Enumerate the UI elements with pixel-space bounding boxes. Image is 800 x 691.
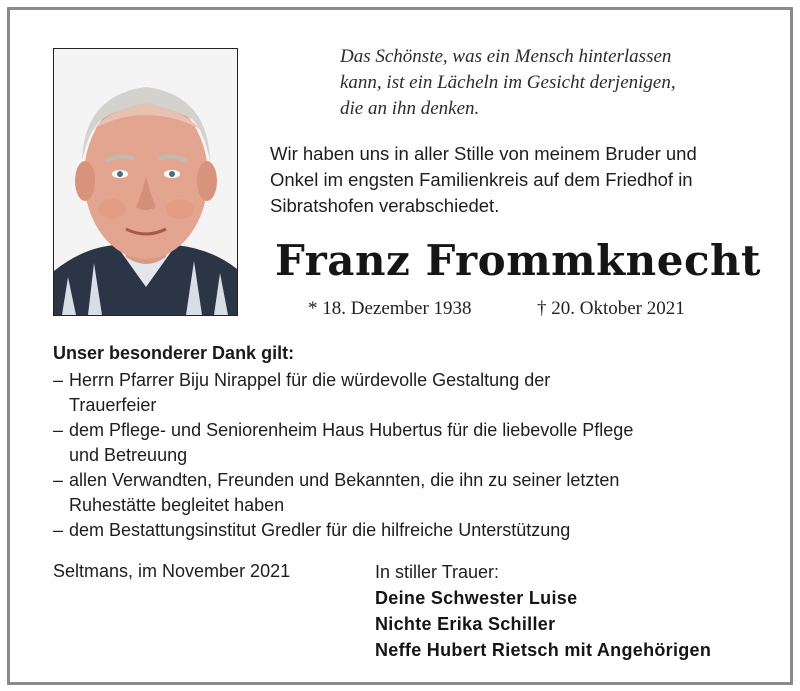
list-dash: –	[53, 520, 64, 540]
thanks-item-line: und Betreuung	[69, 445, 188, 465]
portrait-image	[54, 49, 237, 315]
thanks-heading: Unser besonderer Dank gilt:	[53, 343, 295, 363]
deceased-name: Franz Frommknecht	[275, 236, 761, 285]
thanks-item-line: dem Pflege- und Seniorenheim Haus Hubertus für die liebevolle Pflege	[69, 420, 634, 440]
thanks-item-line: Trauerfeier	[69, 395, 157, 415]
statement-line: Sibratshofen verabschiedet.	[270, 195, 500, 216]
thanks-item	[53, 518, 763, 543]
list-dash: –	[53, 470, 64, 490]
mourner-name: Neffe Hubert Rietsch mit Angehörigen	[375, 640, 712, 660]
farewell-statement	[270, 141, 770, 219]
memorial-quote	[340, 44, 770, 122]
quote-line: kann, ist ein Lächeln im Gesicht derjenigen,	[340, 72, 676, 93]
mourner-name: Nichte Erika Schiller	[375, 614, 556, 634]
birth-date: * 18. Dezember 1938	[308, 298, 472, 319]
thanks-item-line: Ruhestätte begleitet haben	[69, 495, 285, 515]
obituary-frame	[7, 7, 793, 685]
mourning-label: In stiller Trauer:	[375, 562, 500, 582]
statement-line: Wir haben uns in aller Stille von meinem Bruder und	[270, 143, 697, 164]
mourners-block	[375, 559, 775, 663]
quote-line: die an ihn denken.	[340, 98, 480, 119]
thanks-item	[53, 418, 763, 468]
thanks-item-line: allen Verwandten, Freunden und Bekannten, die ihn zu seiner letzten	[69, 470, 620, 490]
thanks-item-line: Herrn Pfarrer Biju Nirappel für die würdevolle Gestaltung der	[69, 370, 551, 390]
place-and-date: Seltmans, im November 2021	[53, 561, 291, 581]
quote-line: Das Schönste, was ein Mensch hinterlassen	[340, 46, 672, 67]
thanks-list	[53, 368, 763, 543]
statement-line: Onkel im engsten Familienkreis auf dem Friedhof in	[270, 169, 693, 190]
thanks-item	[53, 468, 763, 518]
list-dash: –	[53, 420, 64, 440]
death-date: † 20. Oktober 2021	[537, 298, 685, 319]
portrait-photo	[53, 48, 238, 316]
list-dash: –	[53, 370, 64, 390]
mourner-name: Deine Schwester Luise	[375, 588, 578, 608]
thanks-item	[53, 368, 763, 418]
thanks-item-line: dem Bestattungsinstitut Gredler für die hilfreiche Unterstützung	[69, 520, 571, 540]
